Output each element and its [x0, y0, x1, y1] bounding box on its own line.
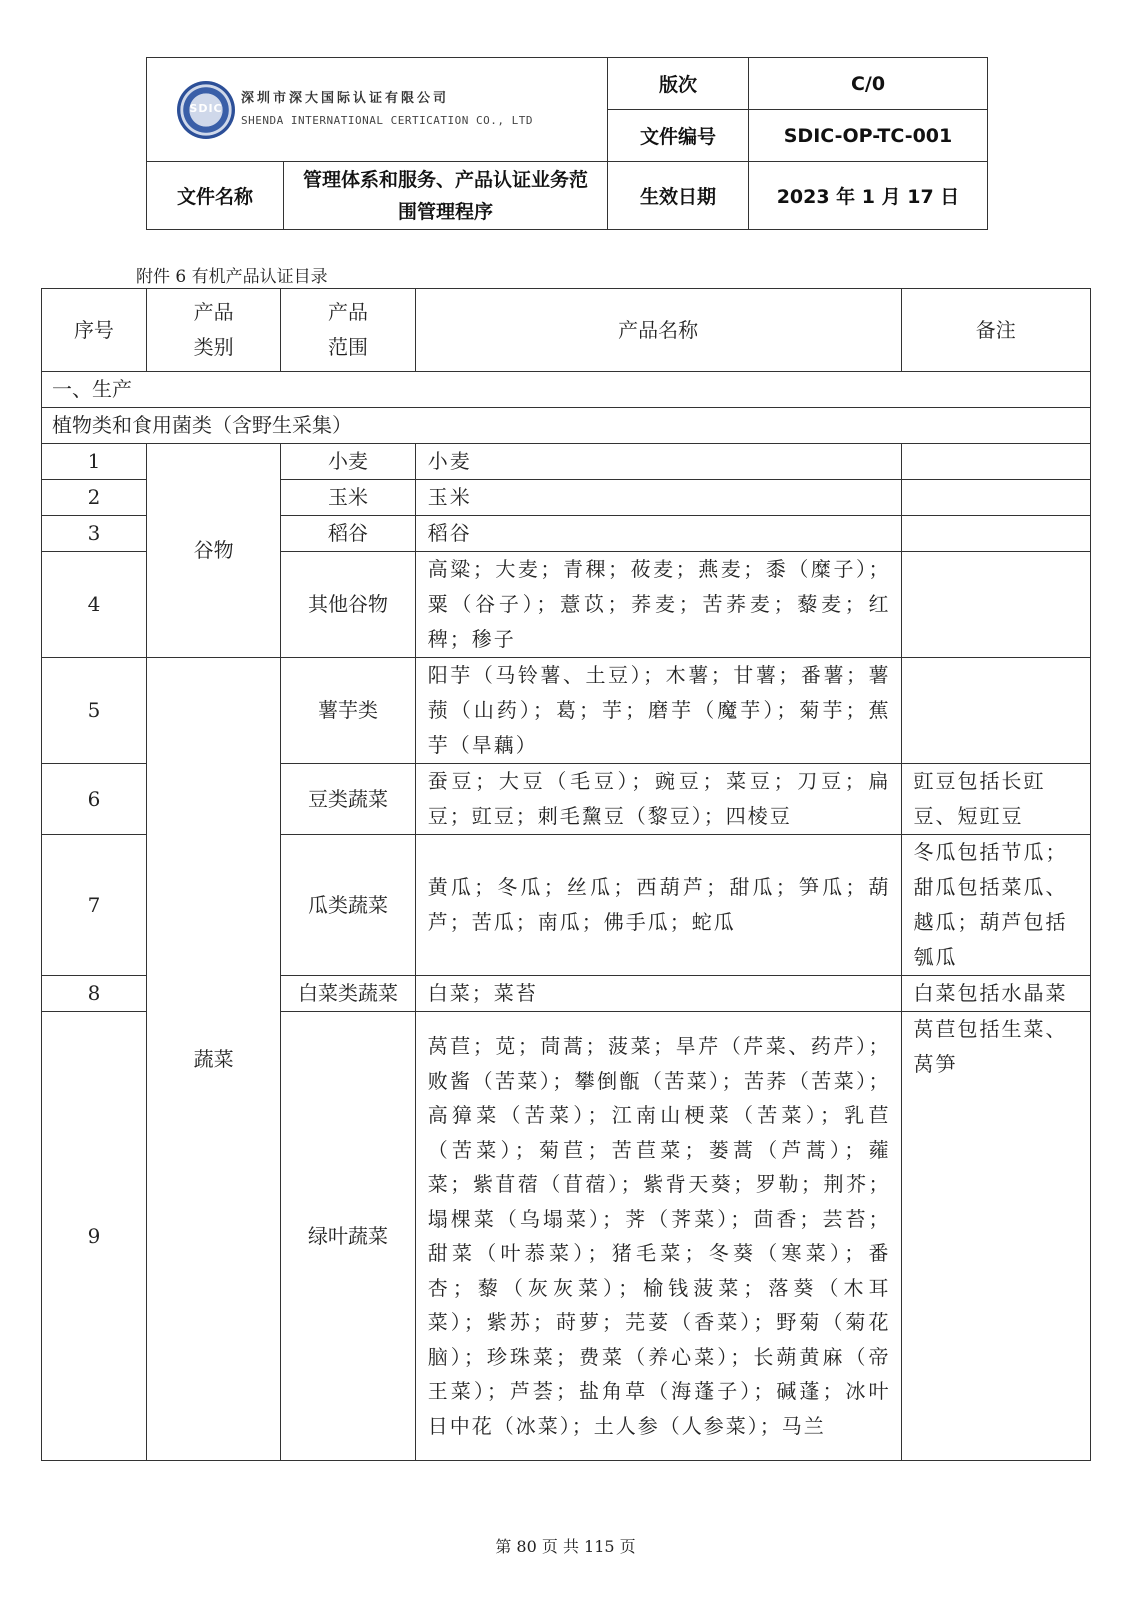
- col-header-category: 产品 类别: [146, 289, 280, 372]
- page-footer: 第 80 页 共 115 页: [495, 1537, 636, 1556]
- company-name-en: SHENDA INTERNATIONAL CERTICATION CO., LTD: [241, 113, 534, 127]
- table-row: 1 谷物 小麦 小麦: [42, 444, 1091, 480]
- company-logo-icon: SDIC: [177, 81, 235, 139]
- catalog-table: [41, 288, 1091, 1461]
- table-row: 4 其他谷物 高粱；大麦；青稞；莜麦；燕麦；黍（糜子）；粟（谷子）；薏苡；荞麦；苦荞麦；藜麦；红稗；䅟子: [42, 552, 1091, 658]
- section-production: 一、生产: [42, 372, 1091, 408]
- docno-label: 文件编号: [608, 110, 749, 162]
- docname-value: 管理体系和服务、产品认证业务范围管理程序: [302, 168, 588, 223]
- attachment-title: 附件 6 有机产品认证目录: [136, 267, 328, 287]
- col-header-name: 产品名称: [415, 289, 901, 372]
- docno-value: SDIC-OP-TC-001: [749, 110, 988, 162]
- docname-label: 文件名称: [147, 162, 284, 229]
- table-row: 5 蔬菜 薯芋类 阳芋（马铃薯、土豆）；木薯；甘薯；番薯；薯蓣（山药）；葛；芋；磨芋（魔芋）；菊芋；蕉芋（旱藕）: [42, 658, 1091, 764]
- version-value: C/0: [749, 58, 988, 110]
- effective-label: 生效日期: [608, 162, 749, 230]
- effective-value: 2023 年 1 月 17 日: [749, 162, 988, 230]
- table-row: 2 玉米 玉米: [42, 480, 1091, 516]
- col-header-remark: 备注: [901, 289, 1090, 372]
- section-plants: 植物类和食用菌类（含野生采集）: [42, 408, 1091, 444]
- version-label: 版次: [608, 58, 749, 110]
- table-row: 7 瓜类蔬菜 黄瓜；冬瓜；丝瓜；西葫芦；甜瓜；笋瓜；葫芦；苦瓜；南瓜；佛手瓜；蛇瓜 冬瓜包括节瓜；甜瓜包括菜瓜、越瓜；葫芦包括瓠瓜: [42, 835, 1091, 976]
- logo-cell: [147, 58, 608, 162]
- category-vegetable: 蔬菜: [146, 658, 280, 1461]
- table-row: 6 豆类蔬菜 蚕豆；大豆（毛豆）；豌豆；菜豆；刀豆；扁豆；豇豆；刺毛黧豆（黎豆）；四棱豆 豇豆包括长豇豆、短豇豆: [42, 764, 1091, 835]
- table-row: 9 绿叶蔬菜 莴苣；苋；茼蒿；菠菜；旱芹（芹菜、药芹）；败酱（苦菜）；攀倒甑（苦菜）；苦荞（苦菜）；高獐菜（苦菜）；江南山梗菜（苦菜）；乳苣（苦菜）；菊苣；苦苣菜；蒌蒿（芦蒿）；蕹菜；紫苜蓿（苜蓿）；紫背天葵；罗勒；荆芥；塌棵菜（乌塌菜）；荠（荠菜）；茴香；芸苔；甜菜（叶菾菜）；猪毛菜；冬葵（寒菜）；番杏；藜（灰灰菜）；榆钱菠菜；落葵（木耳菜）；紫苏；莳萝；芫荽（香菜）；野菊（菊花脑）；珍珠菜；费菜（养心菜）；长蒴黄麻（帝王菜）；芦荟；盐角草（海蓬子）；碱蓬；冰叶日中花（冰菜）；土人参（人参菜）；马兰 莴苣包括生菜、莴笋: [42, 1012, 1091, 1461]
- company-name-cn: 深圳市深大国际认证有限公司: [241, 90, 450, 106]
- document-header: [146, 57, 988, 230]
- table-row: 8 白菜类蔬菜 白菜；菜苔 白菜包括水晶菜: [42, 976, 1091, 1012]
- table-row: 3 稻谷 稻谷: [42, 516, 1091, 552]
- category-grain: 谷物: [146, 444, 280, 658]
- col-header-no: 序号: [42, 289, 147, 372]
- col-header-scope: 产品 范围: [281, 289, 415, 372]
